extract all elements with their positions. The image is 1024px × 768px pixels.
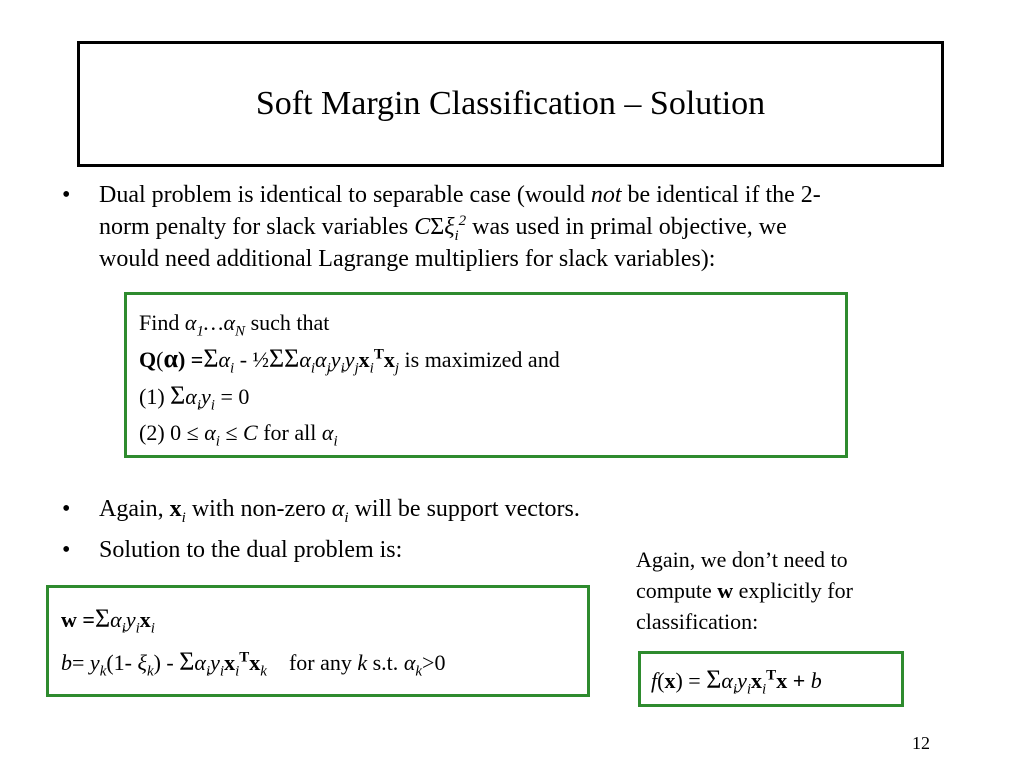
text: i bbox=[135, 620, 140, 637]
b-equation bbox=[61, 641, 587, 684]
text: i bbox=[369, 360, 374, 377]
text: (1- bbox=[106, 650, 138, 675]
text: ξ bbox=[137, 650, 147, 675]
text: Q bbox=[139, 347, 157, 372]
text: x bbox=[169, 496, 182, 522]
text: i bbox=[181, 509, 186, 526]
page-number: 12 bbox=[912, 733, 930, 753]
text: y bbox=[125, 607, 136, 632]
bullet-line-2 bbox=[99, 211, 821, 243]
text: ξ bbox=[444, 214, 455, 240]
text: y bbox=[201, 384, 211, 409]
slide-title: Soft Margin Classification – Solution bbox=[255, 85, 766, 122]
bullet-support-vectors bbox=[62, 493, 862, 527]
text: x bbox=[139, 607, 151, 632]
text: j bbox=[394, 360, 400, 377]
text: i bbox=[235, 663, 240, 680]
text: s.t. bbox=[367, 650, 404, 675]
text: x bbox=[751, 668, 762, 693]
text: w bbox=[717, 578, 734, 603]
decision-function-box bbox=[638, 651, 904, 707]
objective-line bbox=[139, 341, 845, 378]
solution-box bbox=[46, 585, 590, 697]
text: explicitly for bbox=[733, 578, 853, 603]
text: k bbox=[260, 663, 267, 680]
text: = bbox=[72, 650, 90, 675]
w-equation bbox=[61, 598, 587, 641]
dual-problem-box bbox=[124, 292, 848, 458]
bullet-solution bbox=[62, 534, 622, 568]
text: Σ bbox=[170, 381, 186, 410]
text: α bbox=[110, 607, 122, 632]
text: ΣΣ bbox=[269, 344, 300, 373]
text: … bbox=[203, 310, 224, 335]
text: y bbox=[344, 347, 355, 372]
text: T bbox=[766, 667, 777, 684]
text: k bbox=[415, 663, 423, 680]
text: i bbox=[762, 681, 767, 698]
text: Find bbox=[139, 310, 185, 335]
text: i bbox=[121, 620, 126, 637]
bullet-dual-problem bbox=[62, 179, 962, 279]
constraint-2 bbox=[139, 415, 845, 451]
text: j bbox=[326, 360, 331, 377]
text: Dual problem is identical to separable case (would bbox=[99, 182, 591, 208]
text: α bbox=[218, 347, 231, 372]
bullet-marker: • bbox=[62, 182, 71, 208]
text: j bbox=[354, 360, 359, 377]
bullet-text bbox=[99, 493, 580, 525]
text: f bbox=[651, 668, 658, 693]
bullet-marker: • bbox=[62, 496, 71, 522]
text: i bbox=[344, 509, 349, 526]
text: α bbox=[204, 420, 216, 445]
text: α bbox=[403, 650, 416, 675]
text: such that bbox=[245, 310, 330, 335]
text: i bbox=[215, 433, 220, 450]
text: k bbox=[357, 650, 368, 675]
text: ( bbox=[156, 347, 164, 372]
bullet-line-1 bbox=[99, 179, 821, 211]
text: α bbox=[184, 310, 197, 335]
bullet-text: Solution to the dual problem is: bbox=[99, 537, 403, 563]
text: ) - bbox=[153, 650, 180, 675]
text: i bbox=[746, 681, 751, 698]
constraint-1 bbox=[139, 378, 845, 415]
text: for any bbox=[266, 650, 358, 675]
side-note bbox=[636, 544, 976, 637]
text: + bbox=[787, 668, 811, 693]
text: is maximized and bbox=[399, 347, 560, 372]
text: >0 bbox=[422, 650, 446, 675]
text: N bbox=[235, 323, 246, 340]
text: α bbox=[299, 347, 311, 372]
bullet-text bbox=[99, 179, 821, 275]
text: Σ bbox=[94, 604, 111, 633]
text: for all bbox=[257, 420, 322, 445]
text: x bbox=[664, 668, 676, 693]
text: 1 bbox=[196, 323, 204, 340]
text: ) = bbox=[675, 668, 707, 693]
text: with non-zero bbox=[185, 496, 332, 522]
text: (2) 0 ≤ bbox=[139, 420, 205, 445]
text: α bbox=[194, 650, 206, 675]
text: C bbox=[414, 214, 431, 240]
text: α bbox=[185, 384, 197, 409]
text: i bbox=[219, 663, 225, 680]
text: ≤ bbox=[219, 420, 244, 445]
text: C bbox=[243, 420, 258, 445]
text: = bbox=[76, 607, 95, 632]
text: x bbox=[358, 347, 370, 372]
text: α bbox=[721, 668, 733, 693]
find-line bbox=[139, 305, 845, 341]
text: Again, bbox=[99, 496, 170, 522]
note-line-1: Again, we don’t need to bbox=[636, 547, 848, 572]
text: y bbox=[89, 650, 100, 675]
text: i bbox=[340, 360, 345, 377]
text: x bbox=[224, 650, 236, 675]
title-box bbox=[77, 41, 944, 167]
text: i bbox=[150, 620, 155, 637]
text: y bbox=[330, 347, 341, 372]
text: k bbox=[99, 663, 107, 680]
text: b bbox=[61, 650, 72, 675]
text: α bbox=[223, 310, 236, 335]
bullet-marker: • bbox=[62, 537, 71, 563]
text: b bbox=[810, 668, 822, 693]
text: (1) bbox=[139, 384, 171, 409]
text: norm penalty for slack variables bbox=[99, 214, 415, 240]
text: - ½ bbox=[234, 347, 270, 372]
text: i bbox=[210, 397, 215, 414]
note-line-3: classification: bbox=[636, 609, 759, 634]
text: k bbox=[146, 663, 154, 680]
text: was used in primal objective, we bbox=[466, 214, 787, 240]
text: i bbox=[205, 663, 211, 680]
note-line-2 bbox=[636, 575, 976, 606]
text: T bbox=[373, 346, 384, 363]
text: Σ bbox=[430, 214, 445, 240]
text: = 0 bbox=[214, 384, 250, 409]
f-equation bbox=[651, 662, 901, 699]
text: be identical if the 2- bbox=[621, 182, 821, 208]
text: α bbox=[331, 496, 345, 522]
text: will be support vectors. bbox=[348, 496, 580, 522]
text: i bbox=[732, 681, 738, 698]
bullet-line-3: would need additional Lagrange multipliers for slack variables): bbox=[99, 246, 716, 272]
text: x bbox=[249, 650, 261, 675]
text: not bbox=[590, 182, 622, 208]
text: i bbox=[310, 360, 316, 377]
text: Σ bbox=[706, 665, 722, 694]
text: 2 bbox=[458, 213, 467, 229]
text: ( bbox=[657, 668, 665, 693]
text: x bbox=[776, 668, 788, 693]
text: Σ bbox=[179, 647, 195, 676]
text: i bbox=[333, 433, 338, 450]
text: i bbox=[196, 397, 202, 414]
text: w bbox=[61, 607, 77, 632]
text: α bbox=[163, 344, 178, 373]
text: compute bbox=[636, 578, 718, 603]
text: α bbox=[315, 347, 327, 372]
text: α bbox=[321, 420, 334, 445]
text: Σ bbox=[203, 344, 219, 373]
text: ) = bbox=[177, 347, 204, 372]
text: y bbox=[210, 650, 220, 675]
text: y bbox=[737, 668, 747, 693]
text: i bbox=[230, 360, 235, 377]
text: x bbox=[383, 347, 395, 372]
text: T bbox=[239, 649, 250, 666]
text: i bbox=[454, 227, 459, 244]
